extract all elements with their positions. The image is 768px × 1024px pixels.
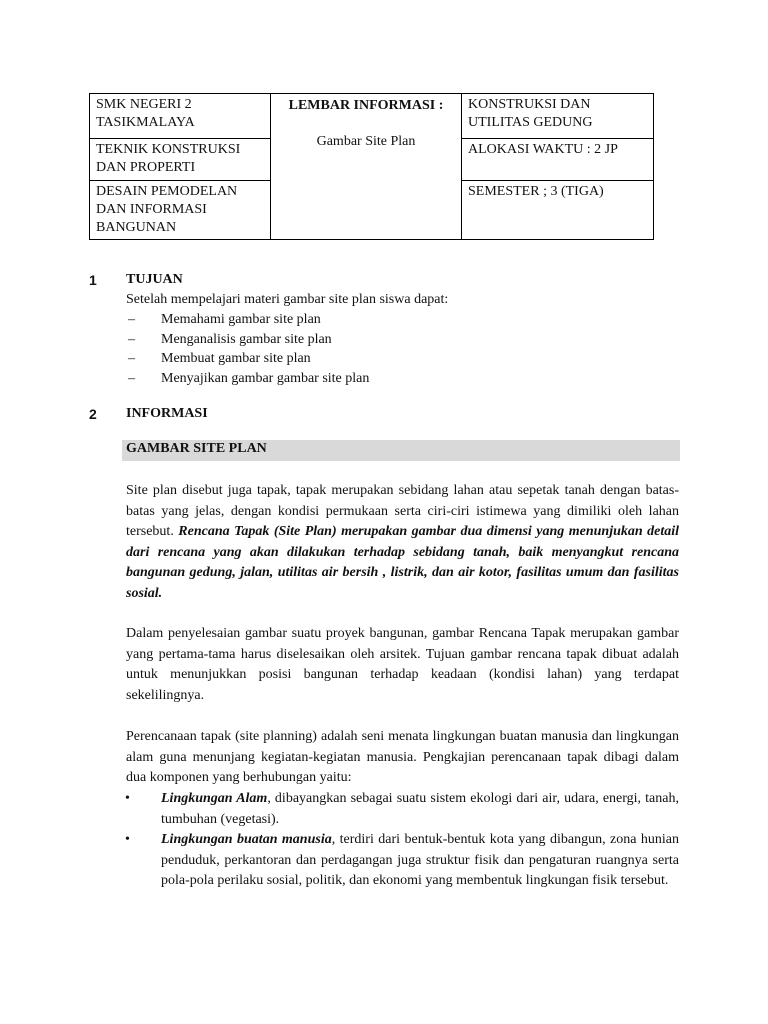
competency-cell: DESAIN PEMODELAN DAN INFORMASI BANGUNAN [90,181,271,240]
school-name-cell: SMK NEGERI 2 TASIKMALAYA [90,94,271,139]
document-type-title: LEMBAR INFORMASI : [288,98,444,113]
section-1-title: TUJUAN [126,272,183,287]
section-2-title: INFORMASI [126,406,208,421]
objectives-list [126,310,369,388]
objective-item: – Menyajikan gambar gambar site plan [126,369,369,389]
section-1-number: 1 [89,272,97,288]
dash-marker: – [128,331,135,347]
paragraph-site-plan-definition: Site plan disebut juga tapak, tapak merupakan sebidang lahan atau sepetak tanah dengan batas-batas yang jelas, dengan kondisi permukaan serta ciri-ciri istimewa yang dimiliki oleh lahan tersebut. Rencana Tapak (Site Plan) merupakan gambar dua dimensi yang menunjukan detail dari rencana yang akan dilakukan terhadap sebidang tanah, baik menyangkut rencana bangunan gedung, jalan, utilitas air bersih , listrik, dan air kotor, fasilitas umum dan fasilitas sosial. [126,483,680,601]
bullet-marker: • [125,791,130,806]
document-type-cell [271,94,462,240]
dash-marker: – [128,351,135,366]
objective-item: – Menganalisis gambar site plan [126,330,369,350]
time-allocation-cell: ALOKASI WAKTU : 2 JP [462,139,654,181]
section-1-intro: Setelah mempelajari materi gambar site plan siswa dapat: [126,292,449,307]
header-table [89,93,654,240]
component-item: • Lingkungan Alam, dibayangkan sebagai suatu sistem ekologi dari air, udara, energi, tanah, tumbuhan (vegetasi). [125,791,679,827]
section-2-number: 2 [89,406,97,422]
paragraph-site-planning: Perencanaan tapak (site planning) adalah seni menata lingkungan buatan manusia dan lingkungan alam guna menunjang kegiatan-kegiatan manusia. Pengkajian perencanaan tapak dibagi dalam dua komponen yang berhubungan yaitu: [126,729,679,785]
objective-item: – Memahami gambar site plan [126,310,369,330]
component-term: Lingkungan buatan manusia [161,832,332,847]
subheading-band [122,440,680,461]
paragraph-site-plan-purpose: Dalam penyelesaian gambar suatu proyek bangunan, gambar Rencana Tapak merupakan gambar yang pertama-tama harus diselesaikan oleh arsitek. Tujuan gambar rencana tapak dibuat adalah untuk menunjukkan posisi bangunan terhadap keadaan (kondisi lahan) yang terdapat sekelilingnya. [126,626,679,703]
dash-marker: – [128,312,135,327]
components-list [122,789,679,892]
document-topic: Gambar Site Plan [316,134,416,149]
objective-item: – Membuat gambar site plan [126,349,369,369]
bullet-marker: • [125,832,130,847]
dash-marker: – [128,370,135,386]
component-term: Lingkungan Alam [161,791,268,806]
semester-cell: SEMESTER ; 3 (TIGA) [462,181,654,240]
program-cell: TEKNIK KONSTRUKSI DAN PROPERTI [90,139,271,181]
subheading-label: GAMBAR SITE PLAN [126,441,267,456]
subject-cell: KONSTRUKSI DAN UTILITAS GEDUNG [462,94,654,139]
component-item: • Lingkungan buatan manusia, terdiri dari bentuk-bentuk kota yang dibangun, zona hunian penduduk, perkantoran dan perdagangan juga struktur fisik dan pengaturan ruangnya serta pola-pola perilaku sosial, politik, dan ekonomi yang membentuk lingkungan fisik tersebut. [125,832,679,888]
site-plan-definition-emphasis: Rencana Tapak (Site Plan) merupakan gambar dua dimensi yang menunjukan detail dari rencana yang akan dilakukan terhadap sebidang tanah, baik menyangkut rencana bangunan gedung, jalan, utilitas air bersih , listrik, dan air kotor, fasilitas umum dan fasilitas sosial. [126,524,680,601]
